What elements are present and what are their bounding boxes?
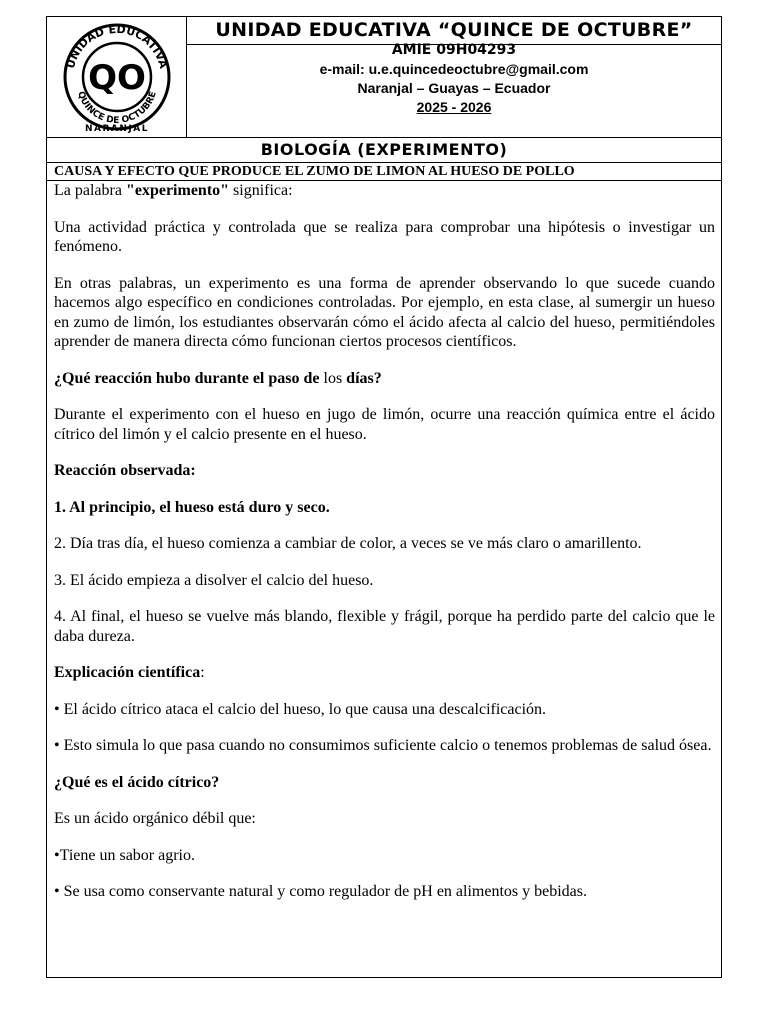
- paragraph: Es un ácido orgánico débil que:: [54, 810, 256, 827]
- document-frame: [46, 16, 722, 978]
- section-heading: [54, 461, 715, 481]
- text-span: ¿Qué reacción hubo durante el paso de: [54, 369, 320, 387]
- section-heading: [54, 663, 715, 683]
- subject-title: BIOLOGÍA (EXPERIMENTO): [47, 137, 721, 163]
- list-item: • El ácido cítrico ataca el calcio del hueso, lo que causa una descalcificación.: [54, 700, 547, 718]
- text-span: significa:: [229, 182, 293, 199]
- list-item: [54, 498, 715, 518]
- text-span: 1. Al principio, el hueso está duro y seco.: [54, 498, 330, 516]
- list-item: • Se usa como conservante natural y como regulador de pH en alimentos y bebidas.: [54, 883, 587, 900]
- school-name: UNIDAD EDUCATIVA “QUINCE DE OCTUBRE”: [187, 17, 721, 45]
- text-span: La palabra: [54, 182, 126, 199]
- section-heading: [54, 773, 715, 793]
- school-location: Naranjal – Guayas – Ecuador: [357, 80, 551, 96]
- logo-ring-text-bottom: QUINCE DE OCTUBRE: [74, 90, 159, 127]
- text-span: días?: [346, 369, 382, 387]
- paragraph: Una actividad práctica y controlada que se realiza para comprobar una hipótesis o investigar un fenómeno.: [54, 218, 715, 255]
- school-year: 2025 - 2026: [416, 99, 492, 115]
- logo-town: NARANJAL: [84, 124, 149, 133]
- list-item: 4. Al final, el hueso se vuelve más blando, flexible y frágil, porque ha perdido parte del calcio que le daba dureza.: [54, 608, 715, 645]
- text-span: ¿Qué es el ácido cítrico?: [54, 773, 220, 791]
- school-logo-cell: [47, 17, 187, 137]
- list-item: 3. El ácido empieza a disolver el calcio del hueso.: [54, 571, 374, 589]
- topic-title: CAUSA Y EFECTO QUE PRODUCE EL ZUMO DE LIMON AL HUESO DE POLLO: [47, 163, 721, 181]
- school-logo: [51, 21, 183, 133]
- text-span: los: [319, 369, 347, 387]
- list-item: • Esto simula lo que pasa cuando no consumimos suficiente calcio o tenemos problemas de salud ósea.: [54, 737, 712, 754]
- definition-intro: [54, 181, 715, 201]
- bold-term: "experimento": [125, 182, 230, 199]
- list-item: •Tiene un sabor agrio.: [54, 846, 195, 864]
- document-body: [54, 181, 715, 919]
- amie-code: AMIE 09H04293: [391, 42, 517, 58]
- text-span: :: [200, 664, 205, 681]
- paragraph: En otras palabras, un experimento es una forma de aprender observando lo que sucede cuando hacemos algo específico en condiciones controladas. Por ejemplo, en esta clase, al sumergir un hueso en zumo de limón, los estudiantes observarán cómo el ácido afecta al calcio del hueso, permitiéndoles aprender de manera directa cómo funcionan ciertos procesos científicos.: [54, 274, 715, 350]
- logo-ring-text-top: UNIDAD EDUCATIVA: [63, 22, 170, 70]
- school-email: e-mail: u.e.quincedeoctubre@gmail.com: [319, 61, 589, 77]
- text-span: Reacción observada:: [54, 462, 196, 479]
- logo-monogram: QO: [87, 58, 146, 98]
- list-item: 2. Día tras día, el hueso comienza a cambiar de color, a veces se ve más claro o amarillento.: [54, 535, 642, 552]
- question-heading: [54, 369, 715, 389]
- text-span: Explicación científica: [54, 664, 201, 681]
- school-info: [187, 42, 721, 137]
- paragraph: Durante el experimento con el hueso en jugo de limón, ocurre una reacción química entre el ácido cítrico del limón y el calcio presente en el hueso.: [54, 406, 715, 443]
